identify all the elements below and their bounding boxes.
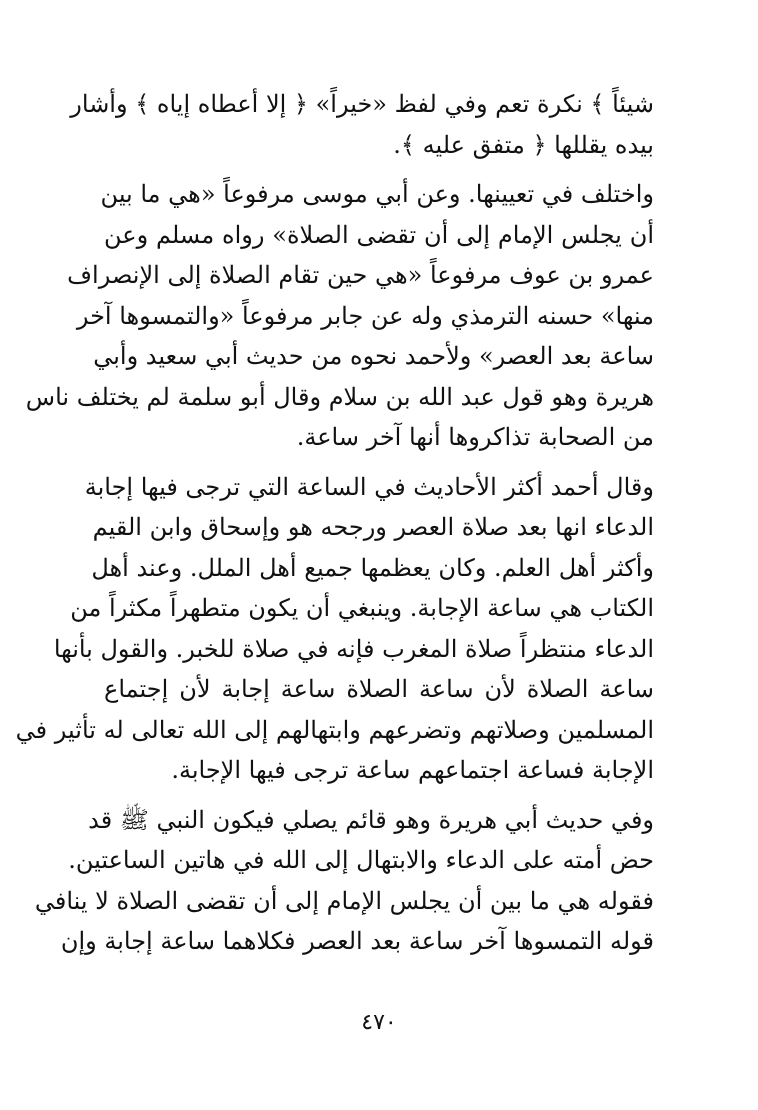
text-line: قوله التمسوها آخر ساعة بعد العصر فكلاهما ساعة إجابة وإن bbox=[60, 927, 654, 955]
text-line: عمرو بن عوف مرفوعاً «هي حين تقام الصلاة إلى الإنصراف bbox=[67, 261, 654, 289]
paragraph-gap bbox=[104, 458, 654, 467]
text-line: واختلف في تعيينها. وعن أبي موسى مرفوعاً «هي ما بين bbox=[100, 180, 654, 208]
text-line: شيئاً ﴾ نكرة تعم وفي لفظ «خيراً» ﴿ إلا أعطاه إياه ﴾ وأشار bbox=[70, 90, 654, 118]
text-line: وقال أحمد أكثر الأحاديث في الساعة التي ترجى فيها إجابة bbox=[84, 472, 654, 501]
page-number: ٤٧٠ bbox=[361, 1010, 397, 1035]
text-line: أن يجلس الإمام إلى أن تقضى الصلاة» رواه مسلم وعن bbox=[104, 220, 654, 249]
paragraph-gap bbox=[104, 791, 654, 800]
text-line: المسلمين وصلاتهم وتضرعهم وابتهالهم إلى الله تعالى له تأثير في bbox=[15, 715, 654, 744]
text-line: منها» حسنه الترمذي وله عن جابر مرفوعاً «والتمسوها آخر bbox=[76, 301, 654, 330]
paragraph-gap bbox=[104, 165, 654, 174]
text-line: الدعاء انها بعد صلاة العصر ورجحه هو وإسحاق وابن القيم bbox=[92, 513, 654, 541]
text-line: بيده يقللها ﴿ متفق عليه ﴾. bbox=[393, 130, 654, 159]
text-line: الإجابة فساعة اجتماعهم ساعة ترجى فيها الإجابة. bbox=[171, 756, 654, 784]
text-line: هريرة وهو قول عبد الله بن سلام وقال أبو سلمة لم يختلف ناس bbox=[25, 382, 654, 411]
text-line: حض أمته على الدعاء والابتهال إلى الله في هاتين الساعتين. bbox=[68, 846, 654, 874]
text-line: الدعاء منتظراً صلاة المغرب فإنه في صلاة للخبر. والقول بأنها bbox=[53, 634, 654, 663]
text-line: وفي حديث أبي هريرة وهو قائم يصلي فيكون النبي ﷺ قد bbox=[88, 805, 654, 834]
text-line: من الصحابة تذاكروها أنها آخر ساعة. bbox=[296, 423, 654, 451]
text-line: ساعة بعد العصر» ولأحمد نحوه من حديث أبي سعيد وأبي bbox=[93, 342, 654, 370]
text-line: وأكثر أهل العلم. وكان يعظمها جميع أهل الملل. وعند أهل bbox=[91, 553, 654, 582]
text-line: ساعة الصلاة لأن ساعة الصلاة ساعة إجابة لأن إجتماع bbox=[104, 675, 654, 703]
text-line: فقوله هي ما بين أن يجلس الإمام إلى أن تقضى الصلاة لا ينافي bbox=[34, 886, 654, 915]
text-line: الكتاب هي ساعة الإجابة. وينبغي أن يكون متطهراً مكثراً من bbox=[70, 594, 654, 622]
